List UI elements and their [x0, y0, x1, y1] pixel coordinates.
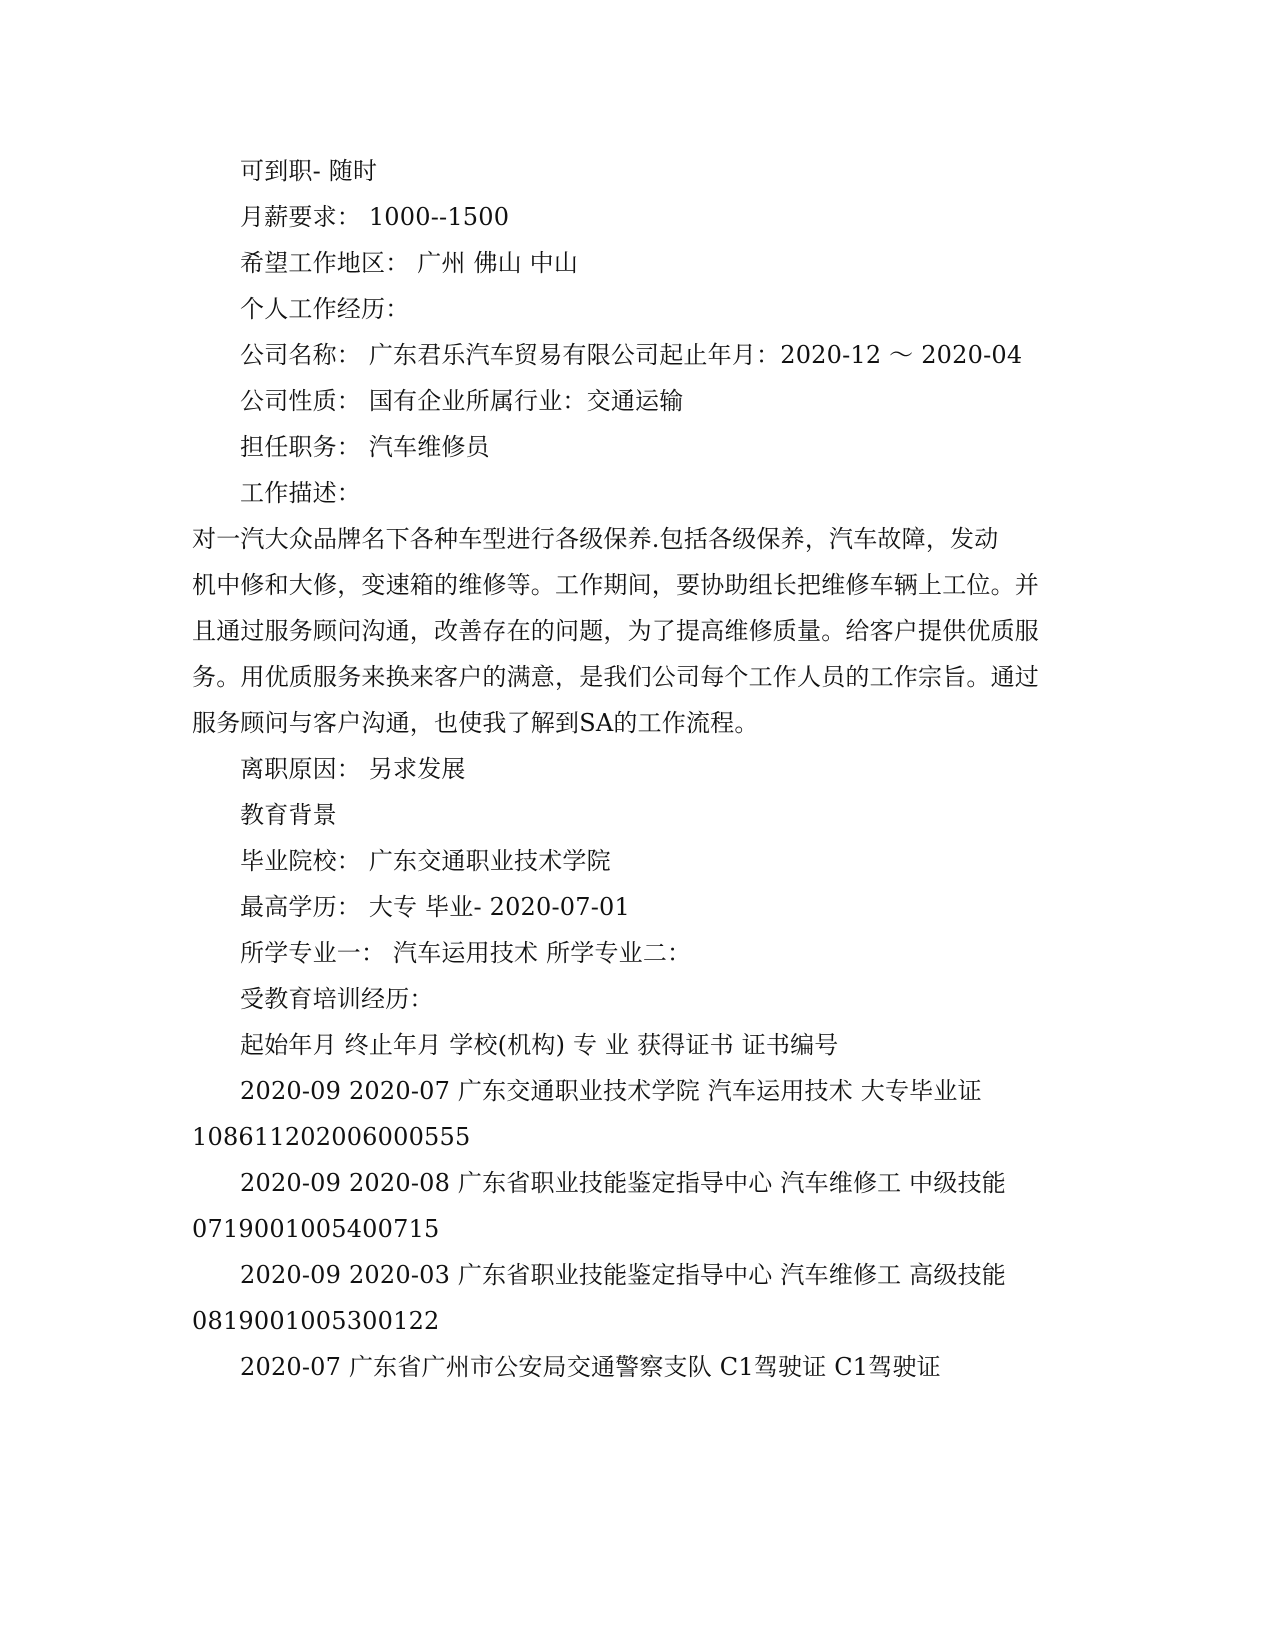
- job-description-line: 务。用优质服务来换来客户的满意，是我们公司每个工作人员的工作宗旨。通过: [192, 663, 1039, 691]
- degree-line: 最高学历： 大专 毕业- 2020-07-01: [240, 893, 630, 921]
- school-line: 毕业院校： 广东交通职业技术学院: [240, 847, 611, 875]
- training-entry: 2020-07 广东省广州市公安局交通警察支队 C1驾驶证 C1驾驶证: [240, 1353, 941, 1381]
- work-history-heading: 个人工作经历：: [240, 295, 410, 323]
- job-description-line: 且通过服务顾问沟通，改善存在的问题，为了提高维修质量。给客户提供优质服: [192, 617, 1039, 645]
- majors-line: 所学专业一： 汽车运用技术 所学专业二：: [240, 939, 692, 967]
- training-entry: 2020-09 2020-08 广东省职业技能鉴定指导中心 汽车维修工 中级技能: [240, 1169, 1006, 1197]
- job-description-heading: 工作描述：: [240, 479, 361, 507]
- company-nature-line: 公司性质： 国有企业所属行业：交通运输: [240, 387, 684, 415]
- training-heading: 受教育培训经历：: [240, 985, 434, 1013]
- company-line: 公司名称： 广东君乐汽车贸易有限公司起止年月：2020-12 ～ 2020-04: [240, 341, 1023, 369]
- job-description-line: 对一汽大众品牌名下各种车型进行各级保养.包括各级保养，汽车故障，发动: [192, 525, 999, 553]
- job-description-line: 机中修和大修，变速箱的维修等。工作期间，要协助组长把维修车辆上工位。并: [192, 571, 1039, 599]
- certificate-number: 0819001005300122: [192, 1307, 440, 1335]
- education-heading: 教育背景: [240, 801, 337, 829]
- training-entry: 2020-09 2020-07 广东交通职业技术学院 汽车运用技术 大专毕业证: [240, 1077, 982, 1105]
- availability-line: 可到职- 随时: [240, 157, 378, 185]
- position-line: 担任职务： 汽车维修员: [240, 433, 490, 461]
- certificate-number: 0719001005400715: [192, 1215, 440, 1243]
- certificate-number: 108611202006000555: [192, 1123, 471, 1151]
- salary-line: 月薪要求： 1000--1500: [240, 203, 510, 231]
- location-line: 希望工作地区： 广州 佛山 中山: [240, 249, 579, 277]
- training-entry: 2020-09 2020-03 广东省职业技能鉴定指导中心 汽车维修工 高级技能: [240, 1261, 1006, 1289]
- training-columns: 起始年月 终止年月 学校(机构) 专 业 获得证书 证书编号: [240, 1031, 839, 1059]
- job-description-line: 服务顾问与客户沟通，也使我了解到SA的工作流程。: [192, 709, 759, 737]
- leave-reason-line: 离职原因： 另求发展: [240, 755, 466, 783]
